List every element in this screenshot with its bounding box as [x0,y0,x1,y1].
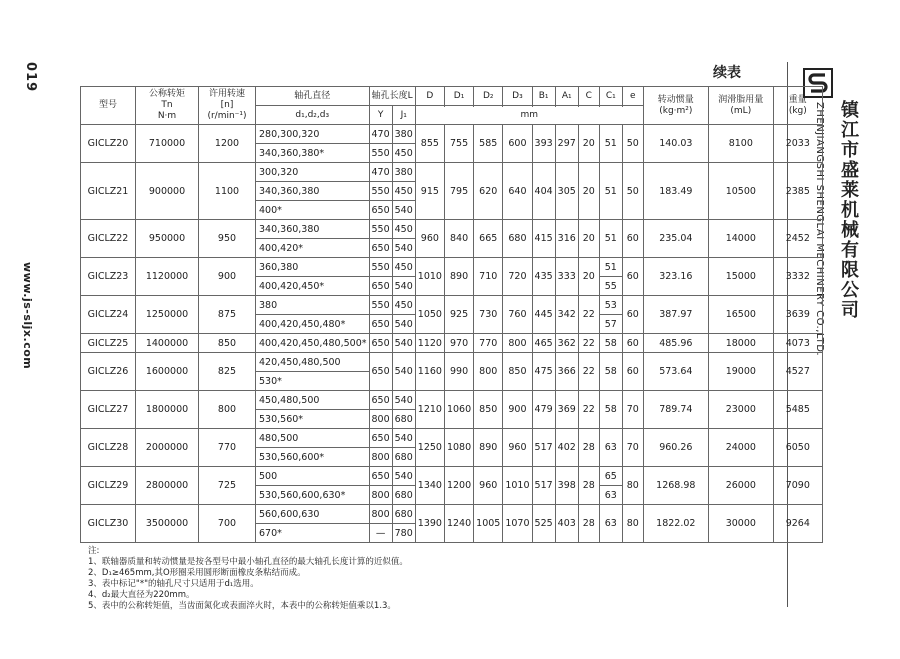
bore-cell: 360,380 [256,258,370,277]
dim-D1-cell: 970 [444,334,473,353]
bore-cell: 400,420,450,480,500* [256,334,370,353]
length-Y-cell: 550 [369,182,392,201]
dim-D-cell: 1210 [415,391,444,429]
dim-B1-cell: 475 [532,353,555,391]
table-row [81,467,823,486]
dim-D-cell: 1010 [415,258,444,296]
length-J1-cell: 380 [392,163,415,182]
length-Y-cell: 650 [369,391,392,410]
bore-cell: 280,300,320 [256,125,370,144]
notes [88,546,408,612]
inertia-cell: 573.64 [643,353,708,391]
length-J1-cell: 540 [392,277,415,296]
company-name-cn: 镇江市盛莱机械有限公司 [838,100,859,320]
grease-cell: 19000 [708,353,773,391]
length-Y-cell: 470 [369,125,392,144]
speed-cell: 900 [199,258,256,296]
company-name-en: ZHENJIANGSHI SHENGLAI MECHINERY CO.,LTD. [814,102,825,357]
weight-cell: 7090 [773,467,822,505]
torque-cell: 1600000 [136,353,199,391]
bore-cell: 530,560,600* [256,448,370,467]
col-J1: J₁ [392,106,415,125]
dim-C1-cell: 51 [599,125,622,163]
length-J1-cell: 540 [392,334,415,353]
table-row [81,258,823,277]
grease-cell: 16500 [708,296,773,334]
model-cell: GⅠCLZ22 [81,220,136,258]
bore-cell: 530* [256,372,370,391]
model-cell: GⅠCLZ21 [81,163,136,220]
length-J1-cell: 540 [392,429,415,448]
bore-cell: 400,420,450* [256,277,370,296]
dim-A1-cell: 398 [555,467,578,505]
dim-C-cell: 22 [578,353,599,391]
dim-B1-cell: 404 [532,163,555,220]
table-row [81,334,823,353]
inertia-cell: 183.49 [643,163,708,220]
bore-cell: 400* [256,201,370,220]
dim-C-cell: 28 [578,505,599,543]
dim-D1-cell: 890 [444,258,473,296]
col-speed: 许用转速 [n] (r/min⁻¹) [199,87,256,125]
table-row [81,353,823,372]
dim-D-cell: 1120 [415,334,444,353]
dim-D3-cell: 1070 [503,505,532,543]
table-row [81,505,823,524]
note-line: 2、D₁≥465mm,其O形圈采用圆形断面橡皮条粘结而成。 [88,568,306,578]
dim-D-cell: 855 [415,125,444,163]
col-model: 型号 [81,87,136,125]
length-Y-cell: 650 [369,277,392,296]
dim-D2-cell: 620 [474,163,503,220]
dim-D3-cell: 720 [503,258,532,296]
dim-D1-cell: 795 [444,163,473,220]
dim-C-cell: 22 [578,296,599,334]
bore-cell: 530,560,600,630* [256,486,370,505]
dim-D-cell: 1050 [415,296,444,334]
dim-C1-cell: 53 [599,296,622,315]
speed-cell: 1200 [199,125,256,163]
torque-cell: 1120000 [136,258,199,296]
dim-D3-cell: 640 [503,163,532,220]
dim-C1-cell: 65 [599,467,622,486]
length-J1-cell: 450 [392,296,415,315]
length-Y-cell: 650 [369,467,392,486]
note-line: 3、表中标记"*"的轴孔尺寸只适用于d₁选用。 [88,579,259,589]
bore-cell: 340,360,380* [256,144,370,163]
note-line: 注: [88,546,100,556]
model-cell: GⅠCLZ20 [81,125,136,163]
dim-C-cell: 20 [578,220,599,258]
col-Y: Y [369,106,392,125]
dim-D2-cell: 800 [474,353,503,391]
dim-e-cell: 80 [622,505,643,543]
dim-B1-cell: 525 [532,505,555,543]
col-C1: C₁ [599,87,622,106]
length-Y-cell: 650 [369,201,392,220]
length-Y-cell: 470 [369,163,392,182]
speed-cell: 850 [199,334,256,353]
length-Y-cell: 650 [369,334,392,353]
dim-D-cell: 1390 [415,505,444,543]
torque-cell: 1800000 [136,391,199,429]
dim-C1-cell: 51 [599,258,622,277]
dim-C1-cell: 63 [599,429,622,467]
weight-cell: 2452 [773,220,822,258]
length-Y-cell: 650 [369,429,392,448]
length-J1-cell: 450 [392,144,415,163]
model-cell: GⅠCLZ26 [81,353,136,391]
dim-e-cell: 70 [622,429,643,467]
inertia-cell: 485.96 [643,334,708,353]
length-J1-cell: 540 [392,391,415,410]
length-J1-cell: 540 [392,353,415,391]
dim-e-cell: 60 [622,353,643,391]
dim-A1-cell: 362 [555,334,578,353]
length-Y-cell: 550 [369,144,392,163]
length-Y-cell: 800 [369,448,392,467]
grease-cell: 24000 [708,429,773,467]
inertia-cell: 323.16 [643,258,708,296]
grease-cell: 14000 [708,220,773,258]
table-row [81,429,823,448]
dim-D-cell: 1160 [415,353,444,391]
weight-cell: 5485 [773,391,822,429]
length-J1-cell: 680 [392,486,415,505]
model-cell: GⅠCLZ27 [81,391,136,429]
model-cell: GⅠCLZ28 [81,429,136,467]
model-cell: GⅠCLZ25 [81,334,136,353]
dim-D3-cell: 900 [503,391,532,429]
table-row [81,391,823,410]
dim-C-cell: 28 [578,467,599,505]
length-Y-cell: 550 [369,296,392,315]
torque-cell: 900000 [136,163,199,220]
torque-cell: 950000 [136,220,199,258]
length-J1-cell: 540 [392,315,415,334]
dim-B1-cell: 517 [532,429,555,467]
col-D: D [415,87,444,106]
dim-D-cell: 1250 [415,429,444,467]
col-length: 轴孔长度L [369,87,415,106]
dim-C-cell: 20 [578,163,599,220]
dim-D1-cell: 1060 [444,391,473,429]
torque-cell: 1400000 [136,334,199,353]
dim-D2-cell: 890 [474,429,503,467]
dim-C1-cell: 55 [599,277,622,296]
table-row [81,296,823,315]
bore-cell: 400,420* [256,239,370,258]
dim-B1-cell: 465 [532,334,555,353]
grease-cell: 23000 [708,391,773,429]
length-J1-cell: 780 [392,524,415,543]
table-row [81,220,823,239]
dim-e-cell: 60 [622,296,643,334]
length-J1-cell: 540 [392,201,415,220]
speed-cell: 1100 [199,163,256,220]
dim-A1-cell: 316 [555,220,578,258]
dim-B1-cell: 393 [532,125,555,163]
bore-cell: 670* [256,524,370,543]
dim-B1-cell: 479 [532,391,555,429]
col-C: C [578,87,599,106]
dim-C1-cell: 63 [599,505,622,543]
length-J1-cell: 450 [392,220,415,239]
inertia-cell: 960.26 [643,429,708,467]
dim-D1-cell: 1080 [444,429,473,467]
dim-D1-cell: 755 [444,125,473,163]
length-Y-cell: 650 [369,239,392,258]
dim-e-cell: 60 [622,258,643,296]
dim-C1-cell: 57 [599,315,622,334]
dim-A1-cell: 305 [555,163,578,220]
dim-C1-cell: 51 [599,220,622,258]
bore-cell: 500 [256,467,370,486]
grease-cell: 30000 [708,505,773,543]
dim-C1-cell: 51 [599,163,622,220]
bore-cell: 450,480,500 [256,391,370,410]
dim-D1-cell: 990 [444,353,473,391]
dim-D1-cell: 925 [444,296,473,334]
speed-cell: 725 [199,467,256,505]
dim-C-cell: 22 [578,391,599,429]
dim-B1-cell: 415 [532,220,555,258]
bore-cell: 380 [256,296,370,315]
weight-cell: 9264 [773,505,822,543]
speed-cell: 700 [199,505,256,543]
speed-cell: 825 [199,353,256,391]
dim-A1-cell: 402 [555,429,578,467]
length-Y-cell: 800 [369,486,392,505]
dim-D1-cell: 1240 [444,505,473,543]
weight-cell: 3332 [773,258,822,296]
bore-cell: 480,500 [256,429,370,448]
length-J1-cell: 540 [392,467,415,486]
bore-cell: 300,320 [256,163,370,182]
dim-D1-cell: 1200 [444,467,473,505]
dim-A1-cell: 333 [555,258,578,296]
length-J1-cell: 540 [392,239,415,258]
length-Y-cell: — [369,524,392,543]
website-url: www.js-sljx.com [21,262,34,370]
dim-A1-cell: 342 [555,296,578,334]
dim-A1-cell: 369 [555,391,578,429]
weight-cell: 2385 [773,163,822,220]
col-bore-sub: d₁,d₂,d₃ [256,106,370,125]
dim-D2-cell: 1005 [474,505,503,543]
continued-label: 续表 [713,65,741,81]
dim-C1-cell: 58 [599,391,622,429]
dim-A1-cell: 366 [555,353,578,391]
length-Y-cell: 650 [369,353,392,391]
col-grease: 润滑脂用量 (mL) [708,87,773,125]
spec-table [80,86,823,543]
dim-A1-cell: 297 [555,125,578,163]
dim-e-cell: 70 [622,391,643,429]
dim-C1-cell: 58 [599,334,622,353]
grease-cell: 18000 [708,334,773,353]
torque-cell: 710000 [136,125,199,163]
dim-D2-cell: 730 [474,296,503,334]
dim-C-cell: 22 [578,334,599,353]
inertia-cell: 235.04 [643,220,708,258]
dim-D3-cell: 1010 [503,467,532,505]
col-D3: D₃ [503,87,532,106]
length-Y-cell: 800 [369,410,392,429]
weight-cell: 2033 [773,125,822,163]
speed-cell: 875 [199,296,256,334]
dim-D2-cell: 850 [474,391,503,429]
length-J1-cell: 450 [392,182,415,201]
dim-D-cell: 1340 [415,467,444,505]
model-cell: GⅠCLZ23 [81,258,136,296]
length-Y-cell: 650 [369,315,392,334]
torque-cell: 2800000 [136,467,199,505]
dim-e-cell: 50 [622,163,643,220]
table-row [81,125,823,144]
col-inertia: 转动惯量 (kg·m²) [643,87,708,125]
inertia-cell: 387.97 [643,296,708,334]
col-A1: A₁ [555,87,578,106]
dim-C-cell: 20 [578,258,599,296]
note-line: 1、联轴器质量和转动惯量是按各型号中最小轴孔直径的最大轴孔长度计算的近似值。 [88,557,408,567]
note-line: 5、表中的公称转矩值，当齿面氮化或表面淬火时，本表中的公称转矩值乘以1.3。 [88,601,396,611]
bore-cell: 530,560* [256,410,370,429]
dim-B1-cell: 435 [532,258,555,296]
inertia-cell: 140.03 [643,125,708,163]
bore-cell: 560,600,630 [256,505,370,524]
weight-cell: 3639 [773,296,822,334]
col-bore: 轴孔直径 [256,87,370,106]
note-line: 4、d₂最大直径为220mm。 [88,590,195,600]
dim-e-cell: 80 [622,467,643,505]
dim-D3-cell: 600 [503,125,532,163]
dim-D-cell: 915 [415,163,444,220]
dim-D3-cell: 960 [503,429,532,467]
dim-C1-cell: 58 [599,353,622,391]
inertia-cell: 789.74 [643,391,708,429]
inertia-cell: 1822.02 [643,505,708,543]
torque-cell: 3500000 [136,505,199,543]
bore-cell: 340,360,380 [256,220,370,239]
length-J1-cell: 680 [392,505,415,524]
bore-cell: 400,420,450,480* [256,315,370,334]
dim-D1-cell: 840 [444,220,473,258]
page-number: 019 [23,62,38,93]
torque-cell: 2000000 [136,429,199,467]
dim-B1-cell: 445 [532,296,555,334]
dim-D2-cell: 770 [474,334,503,353]
dim-C-cell: 20 [578,125,599,163]
speed-cell: 770 [199,429,256,467]
dim-D3-cell: 760 [503,296,532,334]
weight-cell: 4527 [773,353,822,391]
dim-D2-cell: 585 [474,125,503,163]
dim-B1-cell: 517 [532,467,555,505]
col-e: e [622,87,643,106]
length-Y-cell: 550 [369,220,392,239]
model-cell: GⅠCLZ30 [81,505,136,543]
speed-cell: 950 [199,220,256,258]
dim-D3-cell: 800 [503,334,532,353]
dim-D3-cell: 680 [503,220,532,258]
dim-D2-cell: 665 [474,220,503,258]
col-D1: D₁ [444,87,473,106]
dim-C-cell: 28 [578,429,599,467]
bore-cell: 340,360,380 [256,182,370,201]
unit-mm: mm [415,106,643,125]
model-cell: GⅠCLZ24 [81,296,136,334]
weight-cell: 4073 [773,334,822,353]
weight-cell: 6050 [773,429,822,467]
inertia-cell: 1268.98 [643,467,708,505]
col-weight: 重量 (kg) [773,87,822,125]
length-J1-cell: 450 [392,258,415,277]
col-torque: 公称转矩 Tn N·m [136,87,199,125]
length-Y-cell: 800 [369,505,392,524]
length-J1-cell: 680 [392,410,415,429]
col-D2: D₂ [474,87,503,106]
grease-cell: 15000 [708,258,773,296]
dim-D-cell: 960 [415,220,444,258]
dim-e-cell: 60 [622,220,643,258]
grease-cell: 8100 [708,125,773,163]
table-row [81,163,823,182]
dim-e-cell: 60 [622,334,643,353]
length-J1-cell: 380 [392,125,415,144]
grease-cell: 10500 [708,163,773,220]
grease-cell: 26000 [708,467,773,505]
dim-C1-cell: 63 [599,486,622,505]
col-B1: B₁ [532,87,555,106]
dim-e-cell: 50 [622,125,643,163]
torque-cell: 1250000 [136,296,199,334]
dim-D3-cell: 850 [503,353,532,391]
dim-A1-cell: 403 [555,505,578,543]
dim-D2-cell: 710 [474,258,503,296]
length-Y-cell: 550 [369,258,392,277]
bore-cell: 420,450,480,500 [256,353,370,372]
speed-cell: 800 [199,391,256,429]
length-J1-cell: 680 [392,448,415,467]
dim-D2-cell: 960 [474,467,503,505]
model-cell: GⅠCLZ29 [81,467,136,505]
